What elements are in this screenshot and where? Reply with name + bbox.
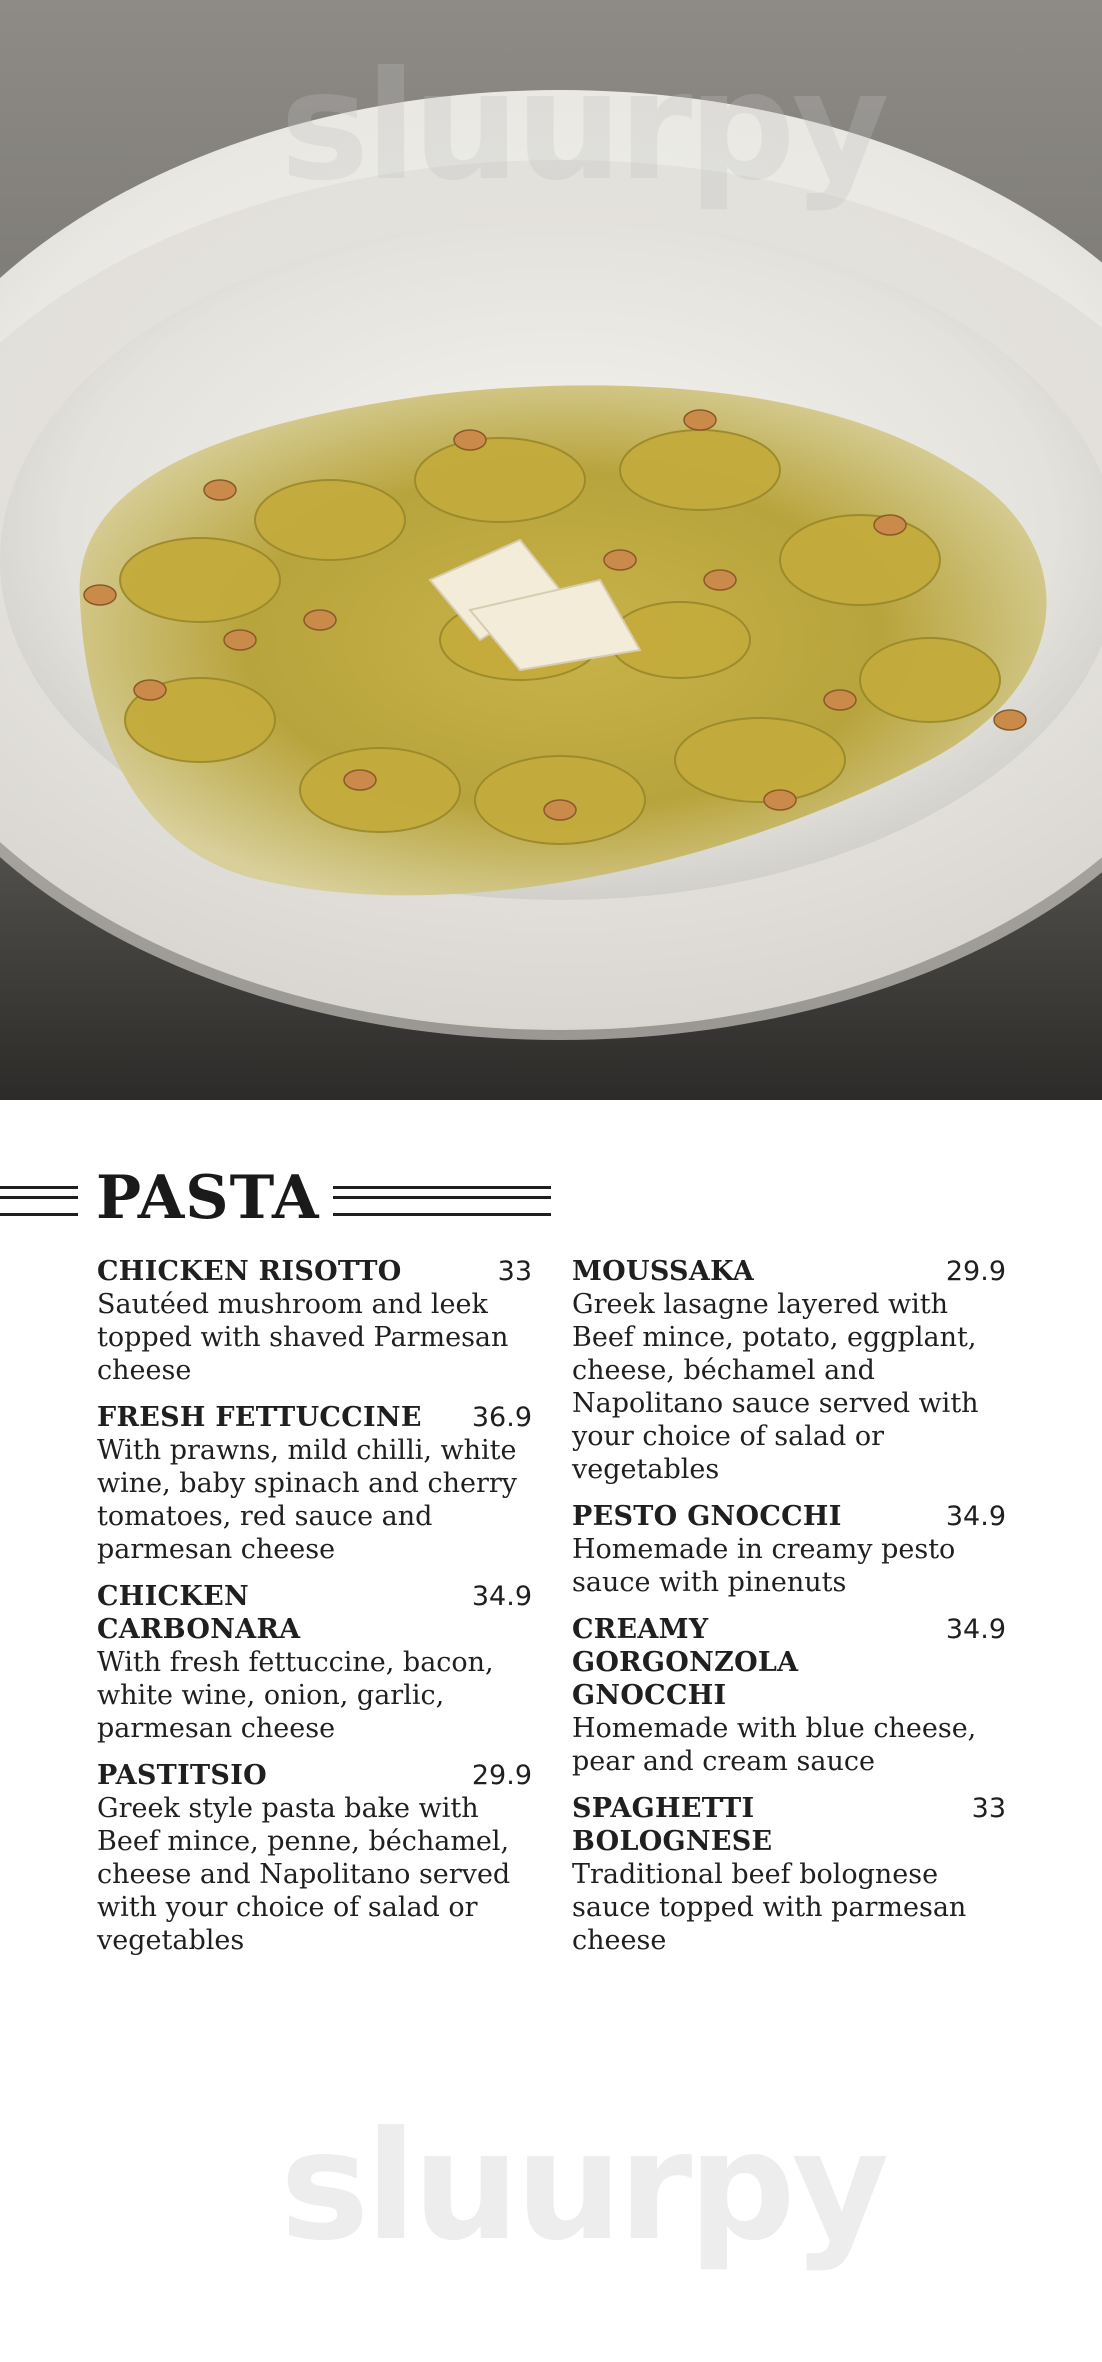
item-name: PESTO GNOCCHI bbox=[572, 1501, 842, 1532]
item-price: 33 bbox=[971, 1793, 1006, 1824]
menu-item bbox=[572, 1613, 1006, 1778]
section-heading bbox=[0, 1160, 1102, 1240]
item-name: MOUSSAKA bbox=[572, 1256, 755, 1287]
menu-item bbox=[97, 1580, 532, 1745]
watermark-top: sluurpy bbox=[280, 40, 886, 214]
menu-item bbox=[572, 1255, 1006, 1486]
item-name: FRESH FETTUCCINE bbox=[97, 1402, 422, 1433]
heading-rule-right bbox=[333, 1186, 551, 1216]
item-price: 34.9 bbox=[945, 1501, 1006, 1532]
item-description: Greek lasagne layered with Beef mince, potato, eggplant, cheese, béchamel and Napolitano sauce served with your choice of salad or vegetables bbox=[572, 1289, 979, 1485]
item-description: With fresh fettuccine, bacon, white wine, onion, garlic, parmesan cheese bbox=[97, 1647, 494, 1744]
item-name: SPAGHETTI BOLOGNESE bbox=[572, 1793, 773, 1857]
item-price: 33 bbox=[497, 1256, 532, 1287]
item-description: Traditional beef bolognese sauce topped with parmesan cheese bbox=[572, 1859, 967, 1956]
item-price: 29.9 bbox=[471, 1760, 532, 1791]
gnocchi-pesto-dish-photo bbox=[0, 0, 1102, 1100]
item-description: Greek style pasta bake with Beef mince, penne, béchamel, cheese and Napolitano served with your choice of salad or vegetables bbox=[97, 1793, 511, 1956]
item-price: 34.9 bbox=[945, 1614, 1006, 1645]
item-description: Homemade with blue cheese, pear and cream sauce bbox=[572, 1713, 977, 1777]
item-price: 36.9 bbox=[471, 1402, 532, 1433]
item-description: Sautéed mushroom and leek topped with shaved Parmesan cheese bbox=[97, 1289, 509, 1386]
item-name: CREAMY GORGONZOLA GNOCCHI bbox=[572, 1614, 799, 1711]
item-description: With prawns, mild chilli, white wine, baby spinach and cherry tomatoes, red sauce and parmesan cheese bbox=[97, 1435, 518, 1565]
watermark-bottom: sluurpy bbox=[280, 2100, 886, 2274]
heading-rule-left bbox=[0, 1186, 78, 1216]
menu-item bbox=[572, 1792, 1006, 1957]
menu-item bbox=[572, 1500, 1006, 1599]
menu-column-left bbox=[97, 1255, 532, 1971]
item-name: CHICKEN CARBONARA bbox=[97, 1581, 301, 1645]
menu-item bbox=[97, 1255, 532, 1387]
section-title: PASTA bbox=[96, 1163, 320, 1233]
item-name: PASTITSIO bbox=[97, 1760, 267, 1791]
item-name: CHICKEN RISOTTO bbox=[97, 1256, 402, 1287]
item-price: 34.9 bbox=[471, 1581, 532, 1612]
menu-column-right bbox=[572, 1255, 1006, 1971]
item-description: Homemade in creamy pesto sauce with pinenuts bbox=[572, 1534, 956, 1598]
menu-item bbox=[97, 1759, 532, 1957]
item-price: 29.9 bbox=[945, 1256, 1006, 1287]
menu-item bbox=[97, 1401, 532, 1566]
dish-photo bbox=[0, 0, 1102, 1100]
